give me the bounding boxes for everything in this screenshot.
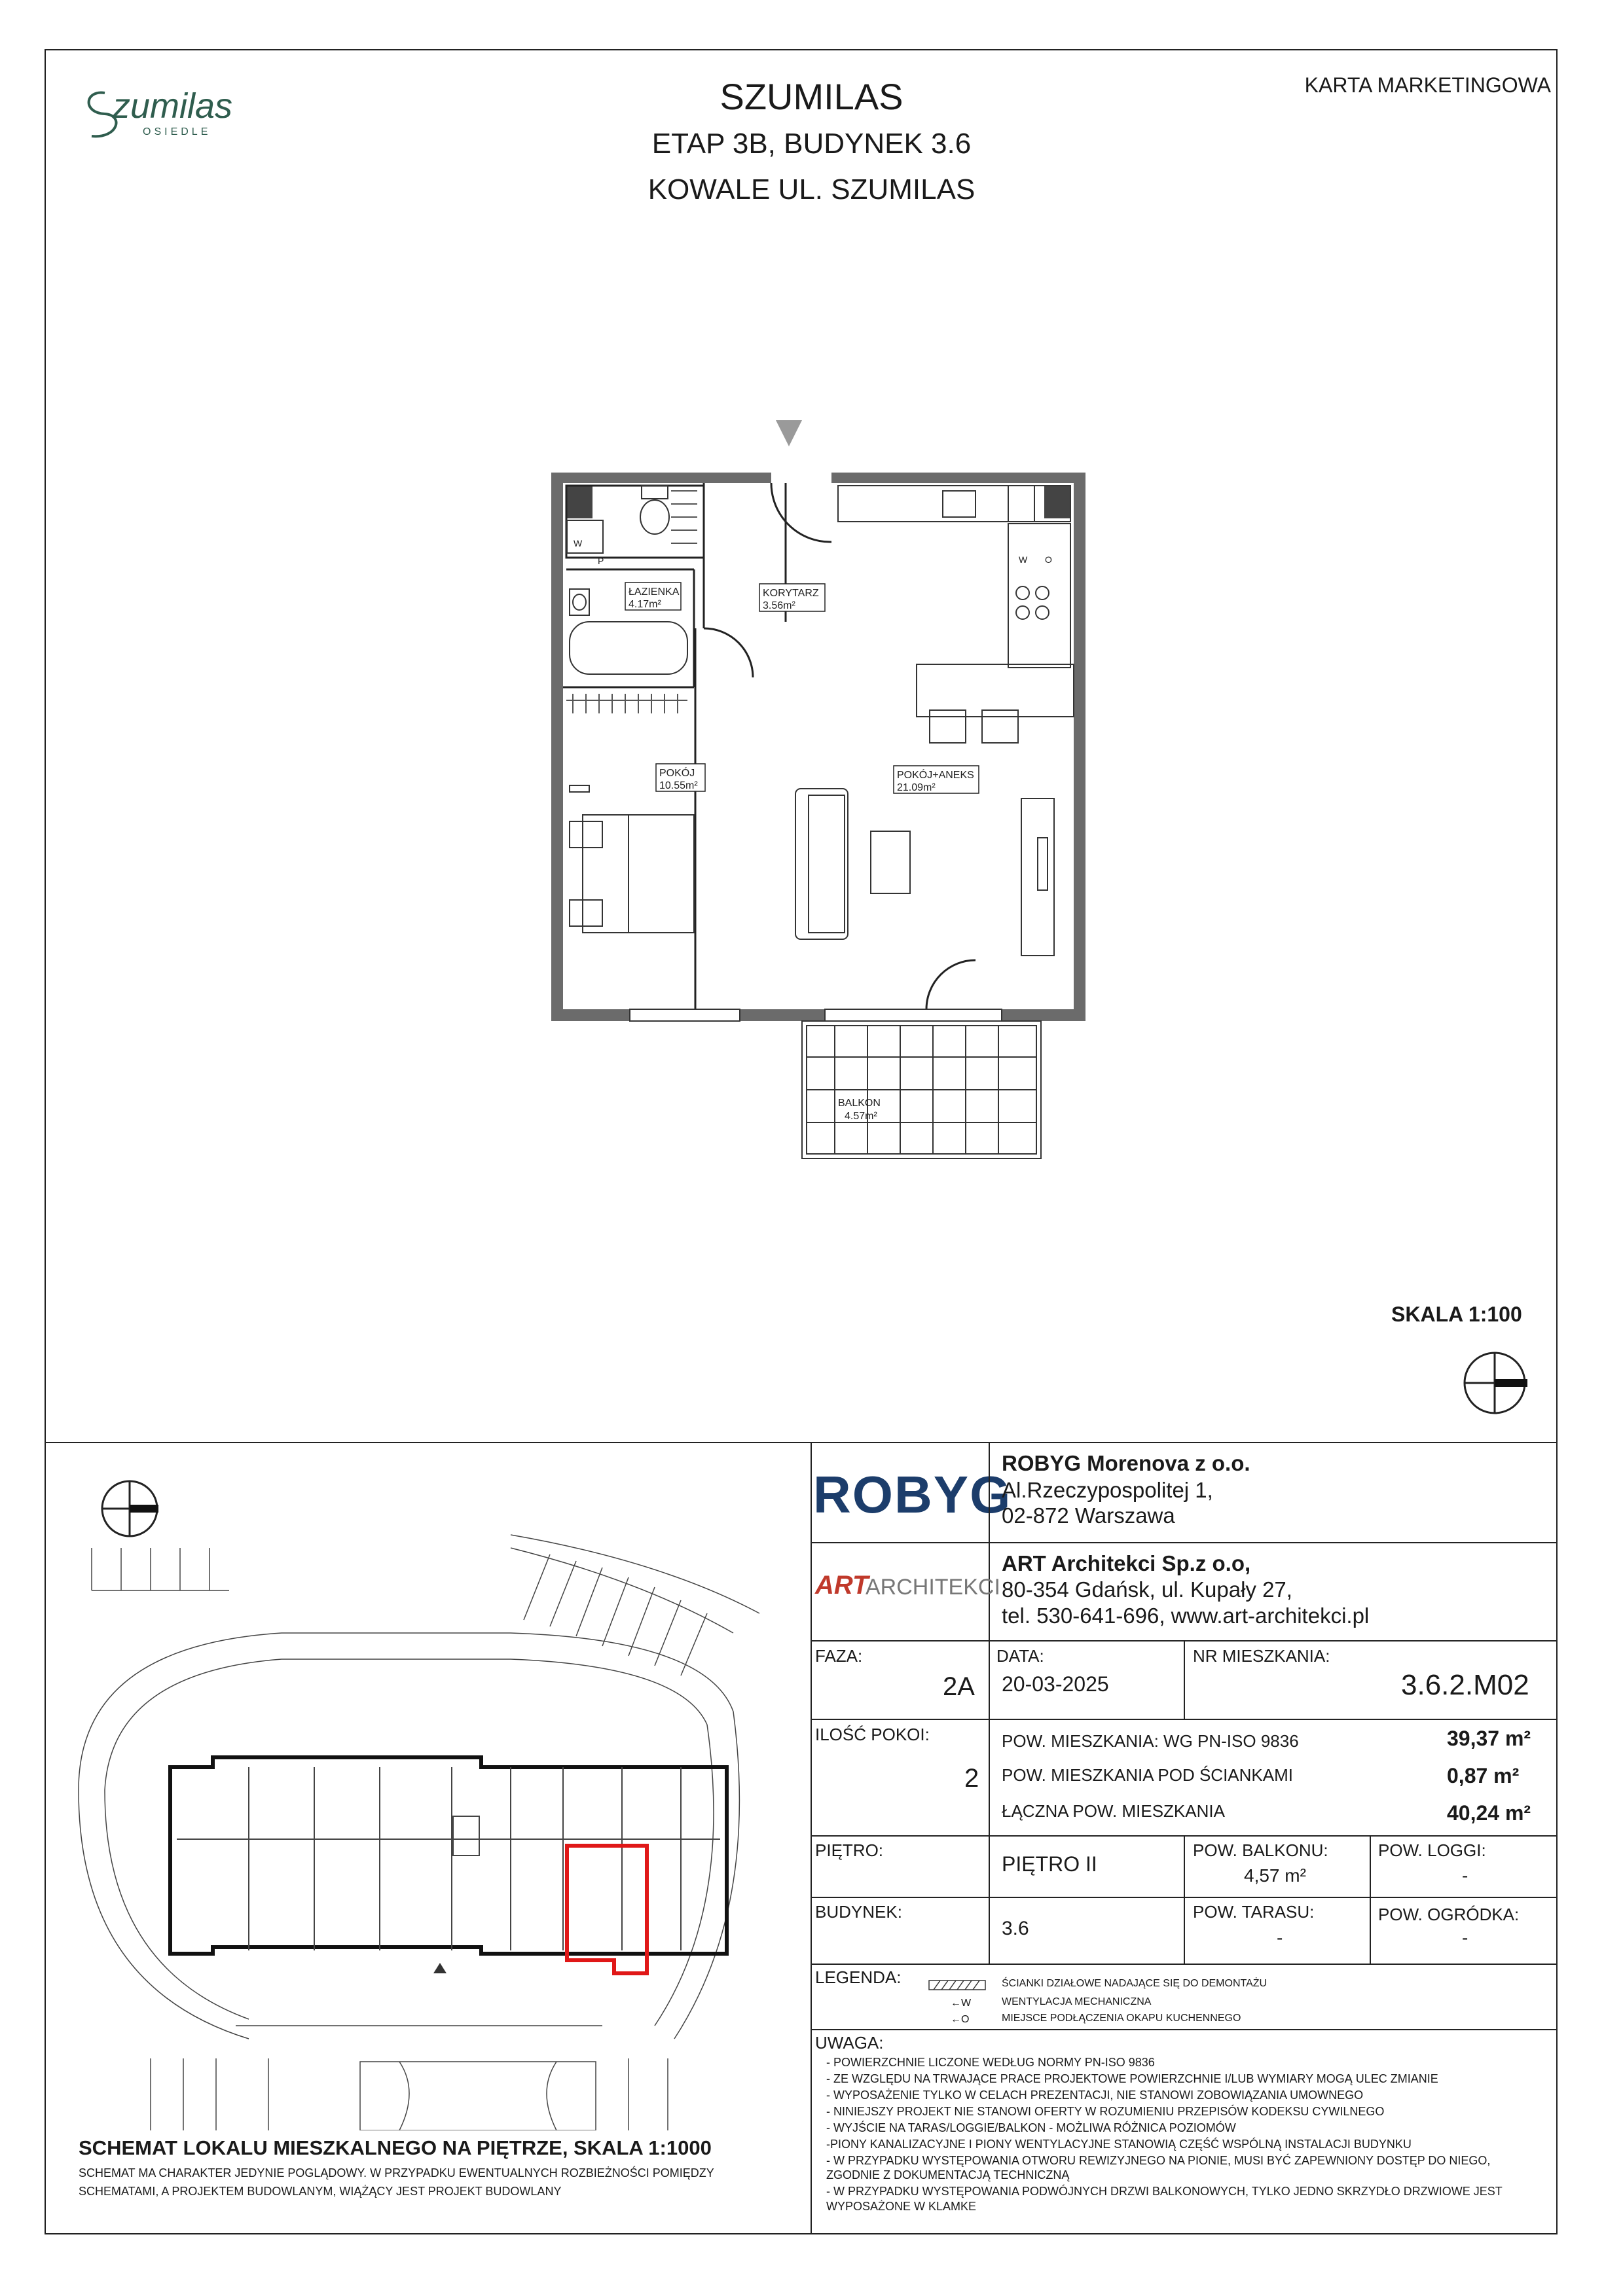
room-label-bathroom: ŁAZIENKA: [629, 586, 680, 598]
room-label-balcony: BALKON: [838, 1098, 881, 1109]
row3-bottom-line: [811, 1897, 1558, 1898]
site-plan: [52, 1450, 805, 2130]
project-address: KOWALE UL. SZUMILAS: [647, 173, 976, 206]
floor-plan: [543, 412, 1100, 1165]
legend-bottom-line: [811, 2029, 1558, 2030]
site-plan-caption: SCHEMAT LOKALU MIESZKALNEGO NA PIĘTRZE, SKALA 1:1000: [79, 2136, 712, 2159]
mark-w-bathroom: W: [574, 538, 583, 548]
loggia-label: POW. LOGGI:: [1378, 1840, 1486, 1860]
art-logo-text: ARCHITEKCI: [866, 1575, 1000, 1600]
note-line: - WYPOSAŻENIE TYLKO W CELACH PREZENTACJI, NIE STANOWI ZOBOWIĄZANIA UMOWNEGO: [826, 2089, 1364, 2102]
note-line: - W PRZYPADKU WYSTĘPOWANIA OTWORU REWIZYJNEGO NA PIONIE, MUSI BYĆ ZAPEWNIONY DOSTĘP DO NIEGO,: [826, 2154, 1491, 2167]
area-label-1: POW. MIESZKANIA: WG PN-ISO 9836: [1002, 1731, 1299, 1751]
project-stage: ETAP 3B, BUDYNEK 3.6: [651, 128, 972, 160]
ogrodek-label: POW. OGRÓDKA:: [1378, 1905, 1520, 1924]
room-label-living: POKÓJ+ANEKS: [897, 770, 974, 781]
loggia-value: -: [1462, 1865, 1468, 1886]
area-value-2: 0,87 m²: [1447, 1764, 1520, 1787]
pokoje-divider: [989, 1719, 990, 1835]
balkon-label: POW. BALKONU:: [1193, 1840, 1328, 1860]
room-label-bedroom: POKÓJ: [659, 768, 695, 779]
area-value-1: 39,37 m²: [1447, 1727, 1531, 1750]
investor-address-1: Al.Rzeczypospolitej 1,: [1002, 1478, 1213, 1502]
room-area-bathroom: 4.17m²: [629, 599, 661, 610]
nr-label: NR MIESZKANIA:: [1193, 1646, 1330, 1666]
entrance-arrow-icon: [776, 420, 802, 446]
ventilation-arrow-icon: ←W: [951, 1998, 972, 2009]
hood-connection-icon: ←O: [951, 2014, 970, 2025]
room-area-living: 21.09m²: [897, 782, 936, 793]
room-area-bedroom: 10.55m²: [659, 780, 698, 791]
architect-name: ART Architekci Sp.z o.o,: [1002, 1551, 1251, 1575]
area-label-2: POW. MIESZKANIA POD ŚCIANKAMI: [1002, 1765, 1293, 1785]
investor-name: ROBYG Morenova z o.o.: [1002, 1451, 1250, 1475]
row4-bottom-line: [811, 1964, 1558, 1965]
site-plan-note-2: SCHEMATAMI, A PROJEKTEM BUDOWLANYM, WIĄŻĄCY JEST PROJEKT BUDOWLANY: [79, 2185, 562, 2198]
project-title: SZUMILAS: [720, 76, 903, 117]
svg-text:OSIEDLE: OSIEDLE: [143, 126, 211, 137]
note-line: - W PRZYPADKU WYSTĘPOWANIA PODWÓJNYCH DRZWI BALKONOWYCH, TYLKO JEDNO SKRZYDŁO DRZWIOWE JEST: [826, 2185, 1503, 2198]
note-line: WYPOSAŻONE W KLAMKE: [826, 2200, 977, 2213]
area-value-3: 40,24 m²: [1447, 1801, 1531, 1825]
pietro-divider: [989, 1835, 990, 1964]
faza-label: FAZA:: [815, 1646, 863, 1666]
card-type-label: KARTA MARKETINGOWA: [1304, 73, 1551, 97]
note-line: ZGODNIE Z DOKUMENTACJĄ TECHNICZNĄ: [826, 2168, 1070, 2181]
art-logo-mark: ART: [815, 1571, 869, 1600]
robyg-logo: ROBYG: [813, 1465, 1012, 1524]
site-panel-divider: [811, 1442, 812, 2234]
note-line: - POWIERZCHNIE LICZONE WEDŁUG NORMY PN-ISO 9836: [826, 2056, 1155, 2069]
architect-address-2: tel. 530-641-696, www.art-architekci.pl: [1002, 1604, 1370, 1628]
data-label: DATA:: [996, 1646, 1044, 1666]
pietro-value: PIĘTRO II: [1002, 1852, 1097, 1876]
north-compass-icon: [1459, 1347, 1531, 1419]
area-label-3: ŁĄCZNA POW. MIESZKANIA: [1002, 1801, 1225, 1821]
pokoje-value: 2: [964, 1764, 979, 1793]
mark-o-kitchen: O: [1045, 554, 1052, 565]
legend-item-3: MIEJSCE PODŁĄCZENIA OKAPU KUCHENNEGO: [1002, 2013, 1241, 2024]
investor-bottom-line: [811, 1542, 1558, 1543]
faza-divider: [989, 1640, 990, 1719]
legend-item-2: WENTYLACJA MECHANICZNA: [1002, 1996, 1152, 2007]
taras-label: POW. TARASU:: [1193, 1902, 1315, 1922]
note-line: - NINIEJSZY PROJEKT NIE STANOWI OFERTY W ROZUMIENIU PRZEPISÓW KODEKSU CYWILNEGO: [826, 2105, 1385, 2118]
architect-address-1: 80-354 Gdańsk, ul. Kupały 27,: [1002, 1577, 1292, 1602]
notes-label: UWAGA:: [815, 2033, 884, 2053]
nr-value: 3.6.2.M02: [1401, 1669, 1529, 1701]
loggia-divider: [1370, 1835, 1371, 1964]
legend-label: LEGENDA:: [815, 1967, 902, 1987]
note-line: -PIONY KANALIZACYJNE I PIONY WENTYLACYJNE STANOWIĄ CZĘŚĆ WSPÓLNĄ INSTALACJI BUDYNKU: [826, 2138, 1412, 2151]
site-plan-note-1: SCHEMAT MA CHARAKTER JEDYNIE POGLĄDOWY. W PRZYPADKU EWENTUALNYCH ROZBIEŻNOŚCI POMIĘDZY: [79, 2166, 714, 2179]
balkon-value: 4,57 m²: [1244, 1865, 1306, 1886]
mark-p-bathroom: P: [598, 556, 604, 566]
hatch-legend-icon: [928, 1980, 986, 1990]
note-line: - ZE WZGLĘDU NA TRWAJĄCE PRACE PROJEKTOWE POWIERZCHNIE I/LUB WYMIARY MOGĄ ULEC ZMIANIE: [826, 2072, 1438, 2085]
investor-divider: [989, 1442, 990, 1640]
budynek-label: BUDYNEK:: [815, 1902, 902, 1922]
legend-item-1: ŚCIANKI DZIAŁOWE NADAJĄCE SIĘ DO DEMONTAŻU: [1002, 1978, 1267, 1989]
note-line: - WYJŚCIE NA TARAS/LOGGIE/BALKON - MOŻLIWA RÓŻNICA POZIOMÓW: [826, 2121, 1236, 2134]
room-label-corridor: KORYTARZ: [763, 588, 819, 599]
pokoje-label: ILOŚĆ POKOI:: [815, 1725, 930, 1744]
svg-text:zumilas: zumilas: [113, 86, 233, 126]
data-divider: [1184, 1640, 1185, 1719]
ogrodek-value: -: [1462, 1928, 1468, 1948]
data-value: 20-03-2025: [1002, 1672, 1109, 1696]
budynek-value: 3.6: [1002, 1918, 1029, 1939]
room-area-corridor: 3.56m²: [763, 600, 795, 611]
investor-address-2: 02-872 Warszawa: [1002, 1503, 1175, 1528]
pietro-label: PIĘTRO:: [815, 1840, 884, 1860]
row1-bottom-line: [811, 1719, 1558, 1720]
balkon-divider: [1184, 1835, 1185, 1964]
room-area-balcony: 4.57m²: [845, 1111, 877, 1122]
taras-value: -: [1277, 1928, 1283, 1948]
bottom-divider: [45, 1442, 1558, 1443]
faza-value: 2A: [943, 1672, 975, 1701]
mark-w-kitchen: W: [1019, 554, 1028, 565]
scale-label: SKALA 1:100: [1391, 1302, 1522, 1326]
